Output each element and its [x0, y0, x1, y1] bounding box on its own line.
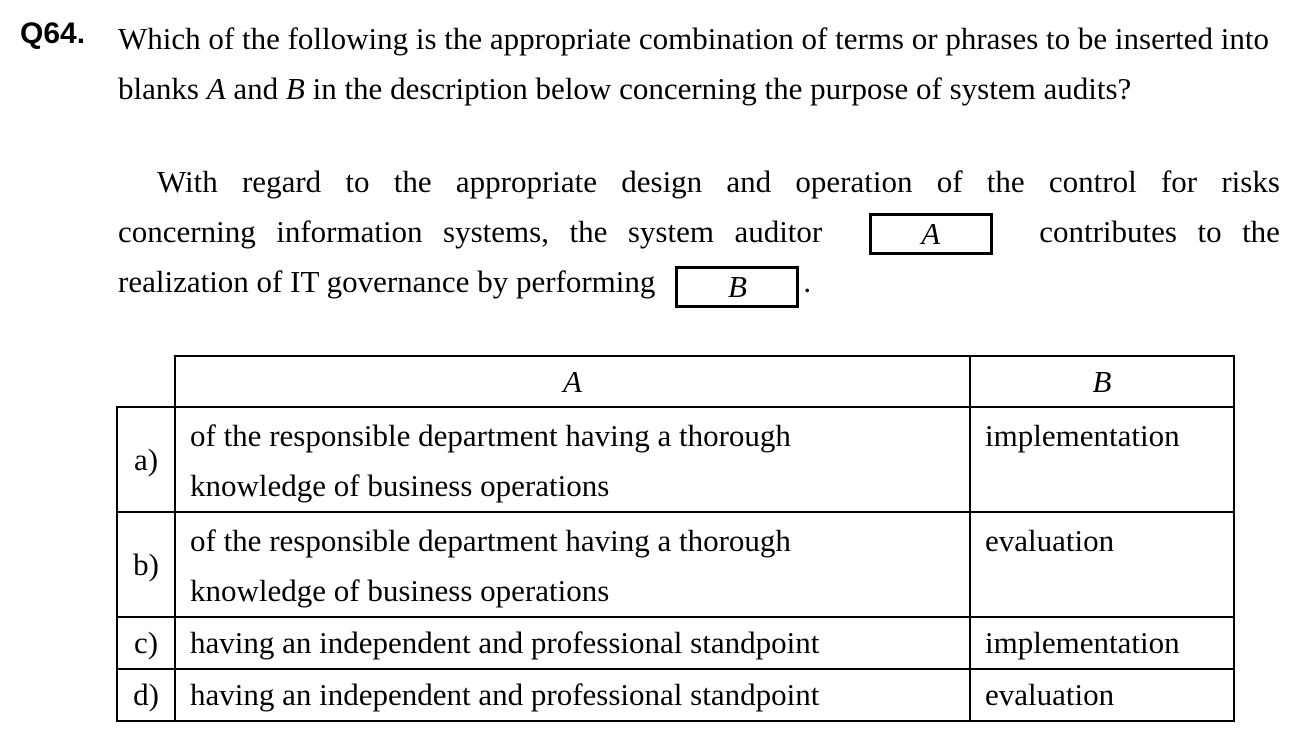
blank-a-box: A	[869, 213, 993, 255]
answer-row-d[interactable]	[117, 669, 1234, 721]
header-a: A	[175, 356, 970, 407]
question-stem	[118, 14, 1280, 114]
stem-var-b: B	[285, 71, 305, 106]
passage-word: the	[986, 164, 1025, 199]
passage-word: operation	[795, 164, 913, 199]
option-b-text: evaluation	[970, 669, 1234, 721]
passage-word: With	[157, 164, 218, 199]
option-b-text: evaluation	[970, 512, 1234, 617]
answer-row-a[interactable]	[117, 407, 1234, 512]
option-a-line-1: of the responsible department having a thorough	[190, 418, 791, 453]
option-a-text: having an independent and professional standpoint	[175, 669, 970, 721]
option-label[interactable]: d)	[117, 669, 175, 721]
stem-var-a: A	[206, 71, 226, 106]
blank-b-box: B	[675, 266, 799, 308]
passage-word: to	[1197, 214, 1222, 249]
passage-line-2	[118, 207, 1280, 257]
passage-line-3-text: realization of IT governance by performing	[118, 264, 656, 299]
option-a-line-1: of the responsible department having a thorough	[190, 523, 791, 558]
passage-word: control	[1048, 164, 1137, 199]
option-label[interactable]: c)	[117, 617, 175, 669]
passage-word: information	[276, 214, 423, 249]
passage-word: risks	[1221, 164, 1280, 199]
passage-word: the	[393, 164, 432, 199]
passage-period: .	[803, 264, 812, 299]
passage-word: and	[726, 164, 772, 199]
question-number: Q64.	[20, 17, 86, 50]
option-a-text	[175, 407, 970, 512]
answer-table	[116, 355, 1235, 722]
table-header-row	[117, 356, 1234, 407]
passage-word: regard	[241, 164, 322, 199]
option-a-text: having an independent and professional standpoint	[175, 617, 970, 669]
option-label[interactable]: a)	[117, 407, 175, 512]
stem-text-1: Which of the following is the appropriate combination of terms or phrases to be inserted into blanks	[118, 21, 1270, 106]
description-passage	[118, 157, 1280, 307]
passage-word: to	[345, 164, 370, 199]
passage-word: concerning	[118, 214, 256, 249]
passage-word: design	[621, 164, 703, 199]
passage-word: of	[936, 164, 963, 199]
passage-word: the	[569, 214, 608, 249]
answer-row-c[interactable]	[117, 617, 1234, 669]
passage-line-1	[118, 157, 1280, 207]
passage-word: auditor	[734, 214, 823, 249]
passage-word: contributes	[1039, 214, 1177, 249]
option-label[interactable]: b)	[117, 512, 175, 617]
passage-line-3	[118, 257, 1280, 307]
option-b-text: implementation	[970, 617, 1234, 669]
header-b: B	[970, 356, 1234, 407]
passage-word: appropriate	[455, 164, 598, 199]
table-corner	[117, 356, 175, 407]
answer-row-b[interactable]	[117, 512, 1234, 617]
passage-word: the	[1242, 214, 1280, 249]
option-a-line-2: knowledge of business operations	[190, 468, 610, 503]
option-a-line-2: knowledge of business operations	[190, 573, 610, 608]
option-a-text	[175, 512, 970, 617]
stem-text-2: and	[225, 71, 286, 106]
option-b-text: implementation	[970, 407, 1234, 512]
stem-text-3: in the description below concerning the purpose of system audits?	[304, 71, 1132, 106]
passage-word: systems,	[443, 214, 549, 249]
passage-word: for	[1160, 164, 1198, 199]
passage-word: system	[627, 214, 714, 249]
